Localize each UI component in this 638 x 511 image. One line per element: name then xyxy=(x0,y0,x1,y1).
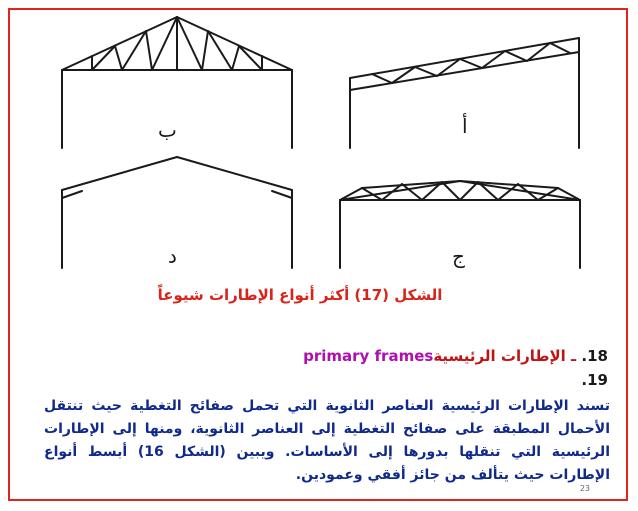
section-dash: ـ xyxy=(571,347,577,365)
frame-label-a: أ xyxy=(462,114,468,138)
body-paragraph: تسند الإطارات الرئيسية العناصر الثانوية التي تحمل صفائح التغطية حيث تنتقل الأحمال المطبقة على صفائح التغطية إلى العناصر الثانوية، ومنها إلى الإطارات الرئيسية التي تنقلها بدورها إلى الأساسات. ويبين (الشكل 16) أبسط أنواع الإطارات حيث يتألف من جائز أفقي وعمودين. xyxy=(44,398,610,483)
section-heading xyxy=(303,347,608,365)
section-number: 18. xyxy=(581,347,608,365)
section-title-arabic: الإطارات الرئيسية xyxy=(433,347,566,365)
frame-label-b: ب xyxy=(158,118,177,142)
frame-label-d: د xyxy=(168,244,177,268)
figure-caption: الشكل (17) أكثر أنواع الإطارات شيوعاً xyxy=(157,286,443,304)
page-number: 23 xyxy=(579,484,590,493)
next-section-number: 19. xyxy=(581,371,608,389)
frame-label-c: ج xyxy=(452,244,465,268)
frame-b-drawing xyxy=(62,17,292,148)
frame-d-drawing xyxy=(62,157,292,268)
section-title-english: primary frames xyxy=(303,347,434,365)
